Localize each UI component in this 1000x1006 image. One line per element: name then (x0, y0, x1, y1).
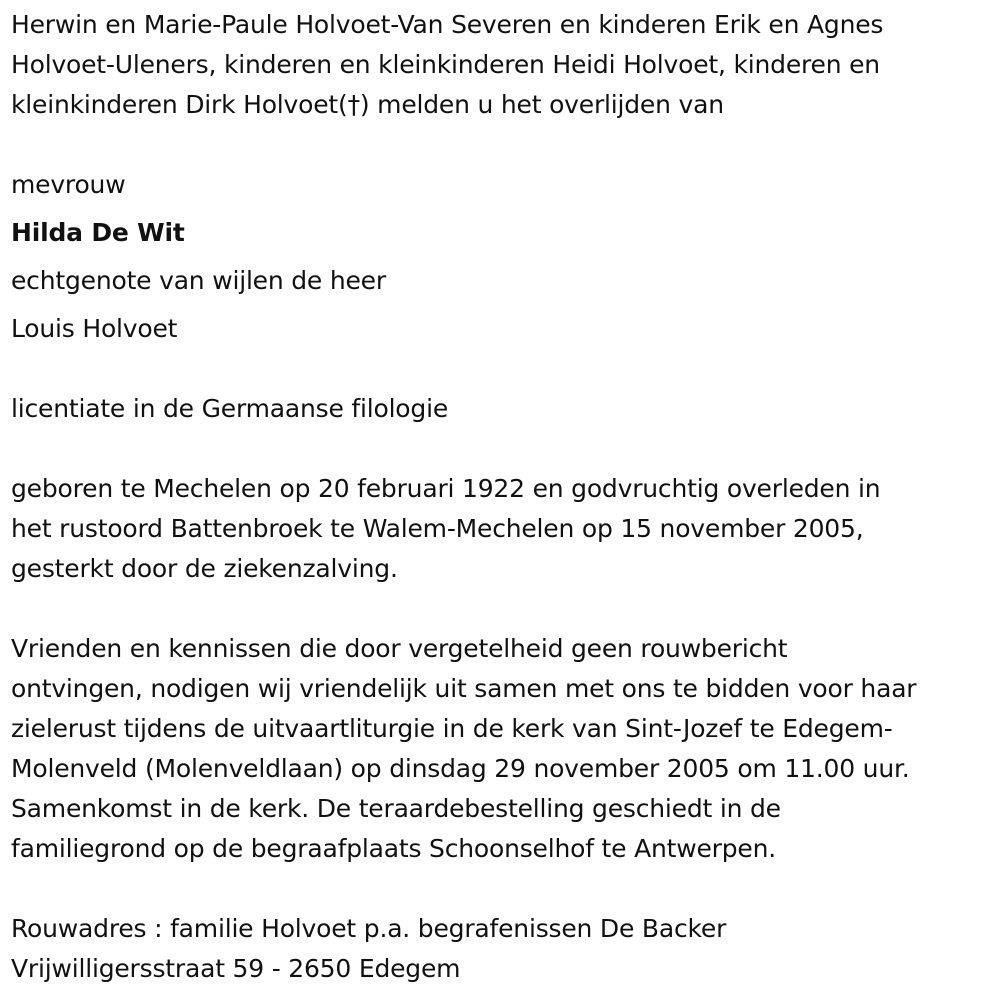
birth-death-line: het rustoord Battenbroek te Walem-Mechelen op 15 november 2005, (11, 514, 864, 543)
mourning-address (11, 909, 726, 989)
service-line: Samenkomst in de kerk. De teraardebestelling geschiedt in de (11, 794, 781, 823)
birth-death-paragraph (11, 469, 880, 589)
spouse-name: Louis Holvoet (11, 314, 178, 343)
spouse-relation: echtgenote van wijlen de heer (11, 266, 386, 295)
address-line: Rouwadres : familie Holvoet p.a. begrafenissen De Backer (11, 914, 727, 943)
birth-death-line: geboren te Mechelen op 20 februari 1922 en godvruchtig overleden in (11, 474, 881, 503)
intro-line: kleinkinderen Dirk Holvoet(†) melden u het overlijden van (11, 90, 724, 119)
birth-death-line: gesterkt door de ziekenzalving. (11, 554, 398, 583)
intro-line: Herwin en Marie-Paule Holvoet-Van Severen en kinderen Erik en Agnes (11, 10, 884, 39)
service-line: zielerust tijdens de uitvaartliturgie in de kerk van Sint-Jozef te Edegem- (11, 714, 893, 743)
service-line: ontvingen, nodigen wij vriendelijk uit samen met ons te bidden voor haar (11, 674, 917, 703)
deceased-name: Hilda De Wit (11, 218, 185, 247)
intro-line: Holvoet-Uleners, kinderen en kleinkinderen Heidi Holvoet, kinderen en (11, 50, 880, 79)
honorific-title: mevrouw (11, 170, 126, 199)
service-line: Molenveld (Molenveldlaan) op dinsdag 29 november 2005 om 11.00 uur. (11, 754, 910, 783)
degree-line: licentiate in de Germaanse filologie (11, 394, 449, 423)
service-line: Vrienden en kennissen die door vergetelheid geen rouwbericht (11, 634, 788, 663)
service-paragraph (11, 629, 916, 869)
address-line: Vrijwilligersstraat 59 - 2650 Edegem (11, 954, 461, 983)
service-line: familiegrond op de begraafplaats Schoonselhof te Antwerpen. (11, 834, 776, 863)
intro-paragraph (11, 5, 883, 125)
